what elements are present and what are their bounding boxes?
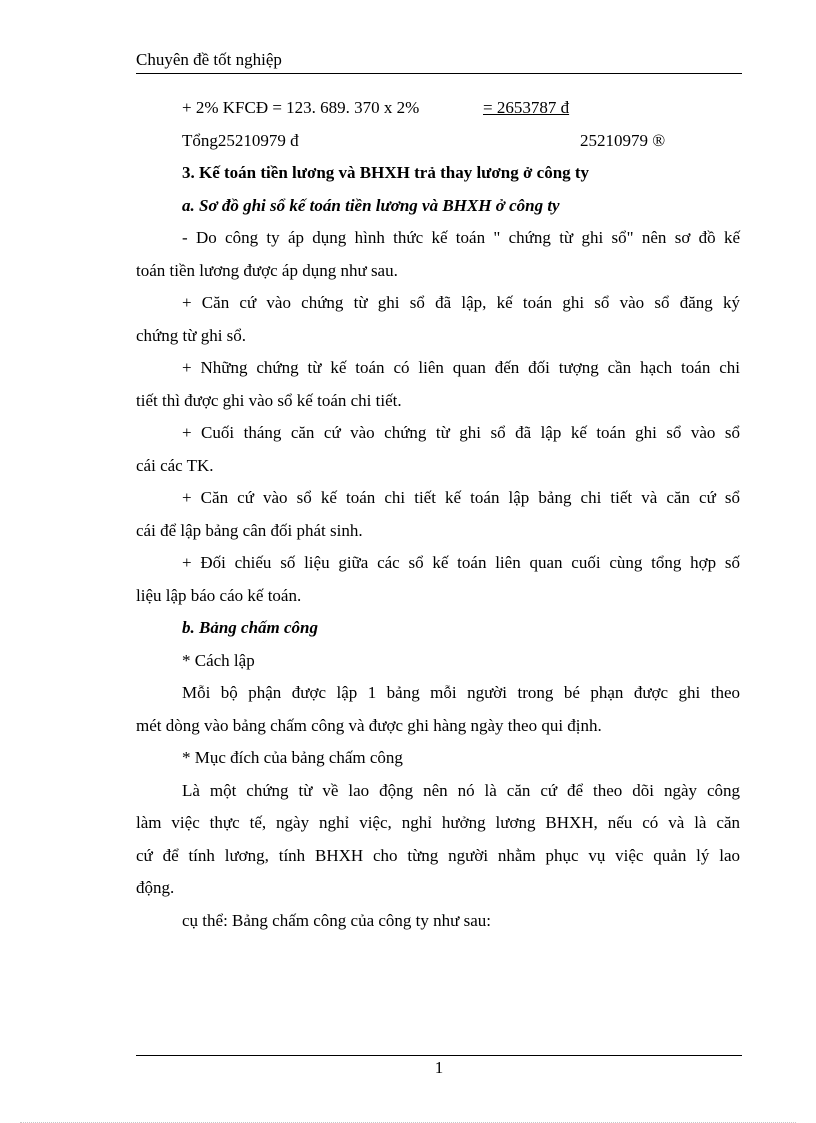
cach-lap-label: * Cách lập [182,650,255,670]
paragraph-line: Mỗi bộ phận được lập 1 bảng mỗi người trong bé phạn được ghi theo [182,683,740,702]
paragraph-line: cái các TK. [136,455,214,475]
document-body [136,92,740,937]
total-right: 25210979 ® [580,130,666,150]
paragraph-line: cứ để tính lương, tính BHXH cho từng người nhằm phục vụ việc quản lý lao [136,845,740,865]
muc-dich-label: * Mục đích của bảng chấm công [182,748,403,767]
kfcd-calc-expression: + 2% KFCĐ = 123. 689. 370 x 2% [182,98,420,117]
paragraph-line: + Đối chiếu số liệu giữa các sổ kế toán liên quan cuối cùng tổng hợp số [182,553,740,572]
cu-the-line: cụ thể: Bảng chấm công của công ty như sau: [182,910,491,930]
page-header [136,49,742,74]
footer-rule [136,1055,742,1056]
paragraph-line: + Căn cứ vào sổ kế toán chi tiết kế toán lập bảng chi tiết và căn cứ sổ [182,488,740,507]
total-line [136,125,740,158]
paragraph-line: + Những chứng từ kế toán có liên quan đến đối tượng cần hạch toán chi [182,358,740,377]
paragraph-line: mét dòng vào bảng chấm công và được ghi hàng ngày theo qui định. [136,715,602,735]
paragraph-line: Là một chứng từ về lao động nên nó là căn cứ để theo dõi ngày công [182,780,740,800]
section-3-heading: 3. Kế toán tiền lương và BHXH trả thay lương ở công ty [182,163,590,182]
paragraph-line: làm việc thực tế, ngày nghỉ việc, nghỉ hưởng lương BHXH, nếu có và là căn [136,813,740,832]
kfcd-calc-result: = 2653787 đ [483,98,570,117]
paragraph-line: động. [136,878,175,897]
section-a-heading: a. Sơ đồ ghi sổ kế toán tiền lương và BHXH ở công ty [182,195,560,215]
paragraph-line: - Do công ty áp dụng hình thức kế toán " chứng từ ghi sổ" nên sơ đồ kế [182,228,740,247]
header-title: Chuyên đề tốt nghiệp [136,50,282,69]
total-left: Tổng25210979 đ [182,130,299,150]
page-number: 1 [434,1058,444,1077]
paragraph-line: chứng từ ghi sổ. [136,325,247,345]
paragraph-line: cái để lập bảng cân đối phát sinh. [136,520,363,540]
section-b-heading: b. Bảng chấm công [182,618,319,637]
paragraph-line: tiết thì được ghi vào sổ kế toán chi tiết. [136,390,402,410]
paragraph-line: liệu lập báo cáo kế toán. [136,585,302,605]
paragraph-line: + Cuối tháng căn cứ vào chứng từ ghi sổ đã lập kế toán ghi sổ vào sổ [182,423,740,442]
kfcd-calc-line [136,92,740,125]
paragraph-line: toán tiền lương được áp dụng như sau. [136,260,398,280]
paragraph-line: + Căn cứ vào chứng từ ghi sổ đã lập, kế toán ghi sổ vào sổ đăng ký [182,293,740,312]
